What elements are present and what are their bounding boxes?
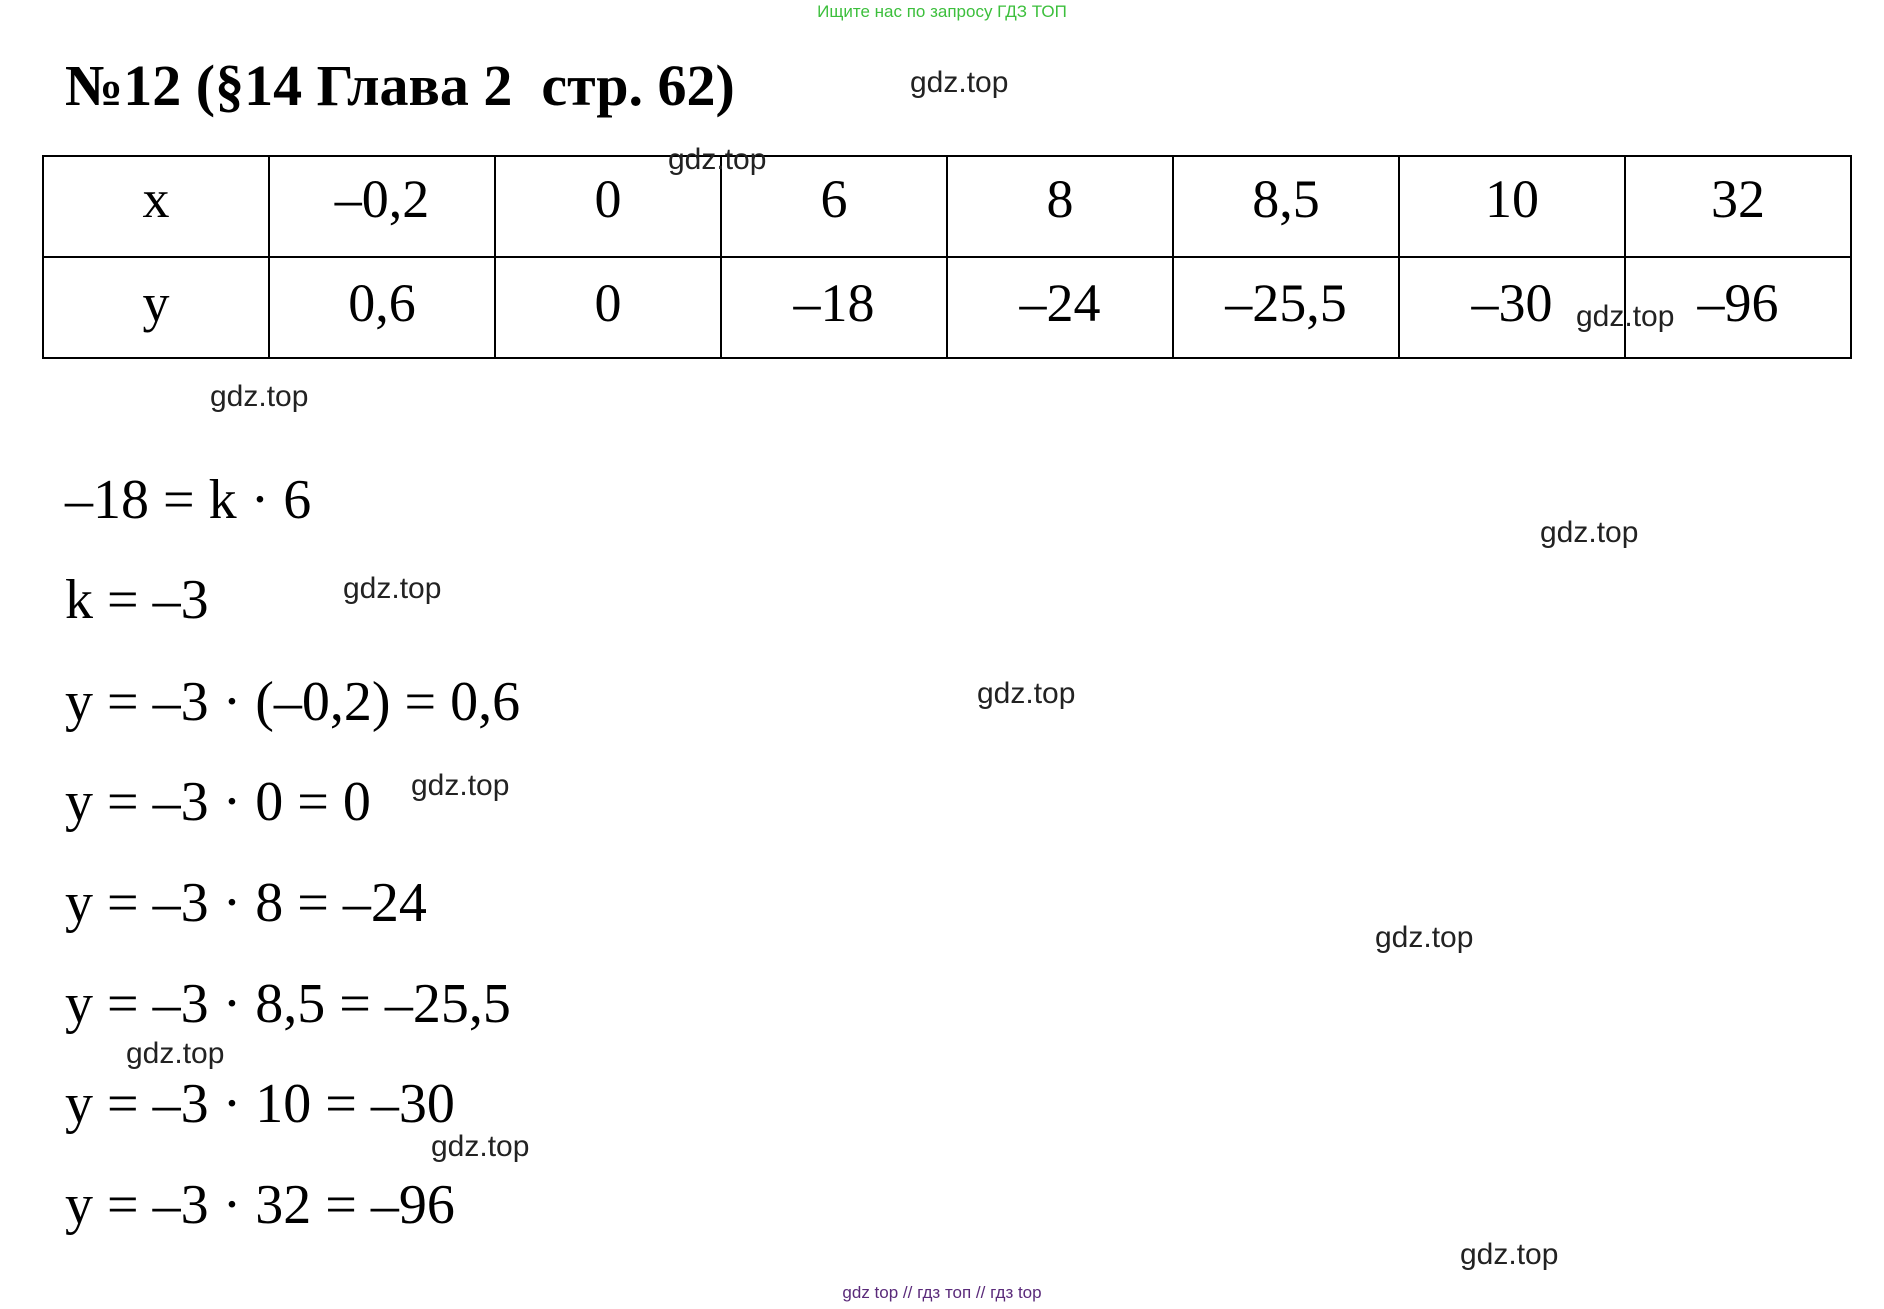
page-title: №12 (§14 Глава 2 стр. 62) [65, 53, 735, 118]
table-cell-y: –96 [1625, 257, 1851, 358]
footer-links[interactable]: gdz top // гдз топ // гдз top [842, 1283, 1042, 1302]
table-header-x: x [43, 156, 269, 257]
watermark: gdz.top [1375, 921, 1474, 954]
table-cell-y: –24 [947, 257, 1173, 358]
table-cell-x: 32 [1625, 156, 1851, 257]
table-row-x [43, 156, 1851, 257]
table-cell-x: 8,5 [1173, 156, 1399, 257]
watermark: gdz.top [1576, 300, 1675, 333]
table-cell-y: –18 [721, 257, 947, 358]
watermark: gdz.top [210, 380, 309, 413]
solution-line: –18 = k · 6 [65, 469, 312, 531]
solution-line: y = –3 · 10 = –30 [65, 1073, 455, 1135]
solution-line: y = –3 · (–0,2) = 0,6 [65, 671, 521, 733]
watermark: gdz.top [431, 1130, 530, 1163]
watermark: gdz.top [910, 66, 1009, 99]
table-cell-y: –25,5 [1173, 257, 1399, 358]
watermark: gdz.top [977, 677, 1076, 710]
watermark: gdz.top [1460, 1238, 1559, 1271]
watermark: gdz.top [343, 572, 442, 605]
watermark: gdz.top [668, 143, 767, 176]
top-banner-link[interactable]: Ищите нас по запросу ГДЗ ТОП [817, 2, 1067, 21]
table-cell-x: 6 [721, 156, 947, 257]
table-cell-x: 8 [947, 156, 1173, 257]
table-cell-y: 0 [495, 257, 721, 358]
watermark: gdz.top [1540, 516, 1639, 549]
watermark: gdz.top [411, 769, 510, 802]
solution-line: k = –3 [65, 569, 209, 631]
solution-line: y = –3 · 8,5 = –25,5 [65, 973, 511, 1035]
solution-line: y = –3 · 32 = –96 [65, 1174, 455, 1236]
watermark: gdz.top [126, 1037, 225, 1070]
table-cell-x: 10 [1399, 156, 1625, 257]
table-cell-x: 0 [495, 156, 721, 257]
solution-line: y = –3 · 0 = 0 [65, 771, 371, 833]
table-cell-y: –30 [1399, 257, 1625, 358]
table-cell-y: 0,6 [269, 257, 495, 358]
solution-line: y = –3 · 8 = –24 [65, 872, 427, 934]
table-cell-x: –0,2 [269, 156, 495, 257]
table-header-y: y [43, 257, 269, 358]
